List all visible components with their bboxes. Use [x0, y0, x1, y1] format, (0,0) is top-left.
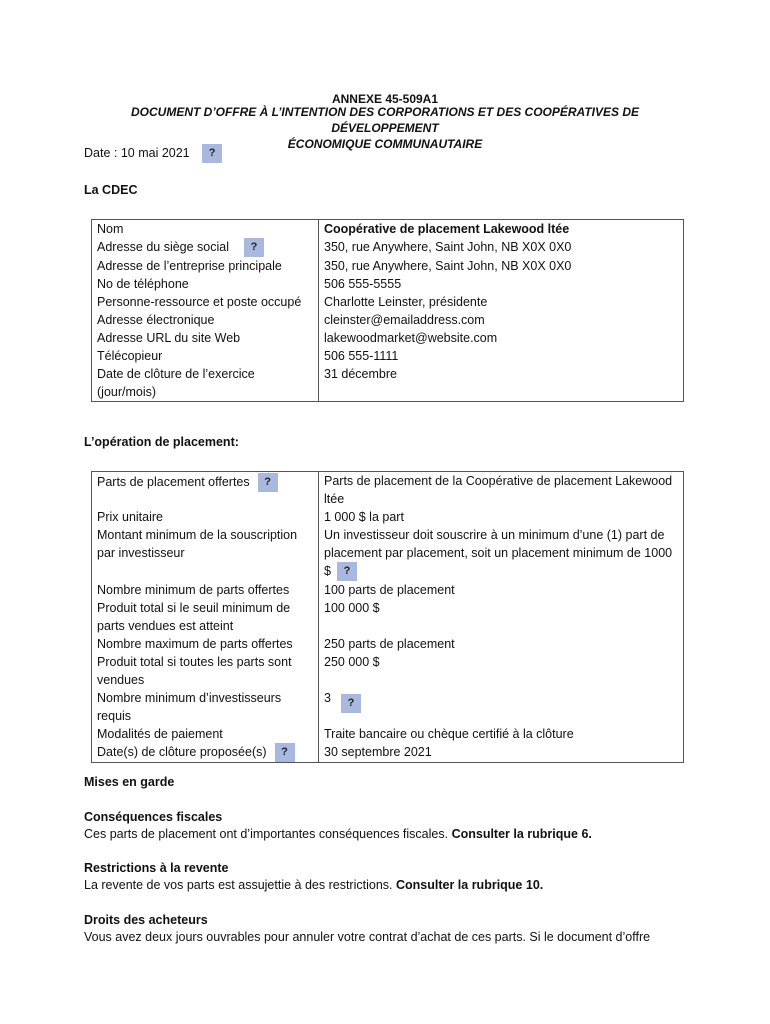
- table-row: [92, 365, 684, 402]
- section-resale: [84, 860, 704, 894]
- op-value-max-units: 250 parts de placement: [319, 635, 684, 653]
- cdec-value-contact: Charlotte Leinster, présidente: [319, 293, 684, 311]
- annex-number: ANNEXE 45-509A1: [331, 92, 439, 106]
- head-office-help-button[interactable]: ?: [244, 238, 264, 257]
- op-value-min-proceeds: 100 000 $: [319, 599, 684, 635]
- min-subscription-text: Un investisseur doit souscrire à un minimum d’une (1) part de placement par placement, soit un placement minimum de 1000 $: [324, 528, 673, 578]
- table-row: [92, 347, 684, 365]
- cdec-value-website: lakewoodmarket@website.com: [319, 329, 684, 347]
- section-tax-title: Conséquences fiscales: [84, 810, 223, 824]
- closing-date-label: Date(s) de clôture proposée(s): [97, 745, 267, 760]
- cdec-value-fax: 506 555-1111: [319, 347, 684, 365]
- table-row: [92, 238, 684, 257]
- warnings-title: Mises en garde: [84, 775, 175, 789]
- op-value-price: 1 000 $ la part: [319, 508, 684, 526]
- op-label-min-proceeds: Produit total si le seuil minimum de parts vendues est atteint: [92, 599, 319, 635]
- op-value-units: Parts de placement de la Coopérative de placement Lakewood ltée: [319, 472, 684, 509]
- document-title-line-1: DOCUMENT D’OFFRE À L’INTENTION DES CORPORATIONS ET DES COOPÉRATIVES DE DÉVELOPPEMENT: [130, 105, 640, 135]
- table-row: [92, 653, 684, 689]
- cdec-value-main-business: 350, rue Anywhere, Saint John, NB X0X 0X0: [319, 257, 684, 275]
- cdec-section-title: La CDEC: [84, 183, 138, 197]
- cdec-value-name: Coopérative de placement Lakewood ltée: [319, 220, 684, 239]
- section-tax-reference: Consulter la rubrique 6.: [451, 827, 592, 841]
- op-label-max-units: Nombre maximum de parts offertes: [92, 635, 319, 653]
- cdec-label-website: Adresse URL du site Web: [92, 329, 319, 347]
- table-row: [92, 311, 684, 329]
- cdec-label-main-business: Adresse de l’entreprise principale: [92, 257, 319, 275]
- op-value-max-proceeds: 250 000 $: [319, 653, 684, 689]
- section-tax-body: [84, 826, 704, 843]
- section-resale-body: [84, 877, 704, 894]
- table-row: [92, 581, 684, 599]
- section-rights-title: Droits des acheteurs: [84, 913, 208, 927]
- op-value-closing: 30 septembre 2021: [319, 743, 684, 763]
- op-value-min-subscription: [319, 526, 684, 581]
- op-label-max-proceeds: Produit total si toutes les parts sont vendues: [92, 653, 319, 689]
- cdec-label-head-office: [92, 238, 319, 257]
- op-label-min-subscription: Montant minimum de la souscription par investisseur: [92, 526, 319, 581]
- operation-section-title: L’opération de placement:: [84, 435, 239, 449]
- table-row: [92, 220, 684, 239]
- table-row: [92, 743, 684, 763]
- head-office-label: Adresse du siège social: [97, 240, 230, 254]
- section-resale-text: La revente de vos parts est assujettie à des restrictions.: [84, 878, 393, 892]
- op-label-min-investors: Nombre minimum d’investisseurs requis: [92, 689, 319, 725]
- min-investors-text: 3: [324, 691, 331, 706]
- cdec-label-name: Nom: [92, 220, 319, 239]
- op-label-closing: [92, 743, 319, 763]
- min-investors-help-button[interactable]: ?: [341, 694, 361, 713]
- section-resale-reference: Consulter la rubrique 10.: [395, 878, 544, 892]
- closing-date-help-button[interactable]: ?: [275, 743, 295, 762]
- date-line: [84, 144, 222, 163]
- section-rights: [84, 912, 704, 946]
- cdec-label-fiscal-year: Date de clôture de l’exercice (jour/mois): [92, 365, 319, 402]
- table-row: [92, 599, 684, 635]
- operation-table: [91, 471, 684, 763]
- op-label-payment: Modalités de paiement: [92, 725, 319, 743]
- date-label: Date : 10 mai 2021: [84, 145, 190, 160]
- op-value-min-investors: [319, 689, 684, 725]
- table-row: [92, 275, 684, 293]
- cdec-table: [91, 219, 684, 402]
- cdec-label-phone: No de téléphone: [92, 275, 319, 293]
- table-row: [92, 293, 684, 311]
- section-tax: [84, 809, 704, 843]
- section-resale-title: Restrictions à la revente: [84, 861, 229, 875]
- table-row: [92, 526, 684, 581]
- op-value-payment: Traite bancaire ou chèque certifié à la clôture: [319, 725, 684, 743]
- min-subscription-help-button[interactable]: ?: [337, 562, 357, 581]
- cdec-value-email: cleinster@emailaddress.com: [319, 311, 684, 329]
- units-offered-label: Parts de placement offertes: [97, 475, 250, 489]
- table-row: [92, 725, 684, 743]
- units-help-button[interactable]: ?: [258, 473, 278, 492]
- cdec-label-contact: Personne-ressource et poste occupé: [92, 293, 319, 311]
- table-row: [92, 635, 684, 653]
- table-row: [92, 689, 684, 725]
- section-rights-body: Vous avez deux jours ouvrables pour annuler votre contrat d’achat de ces parts. Si le document d’offre: [84, 930, 651, 944]
- table-row: [92, 508, 684, 526]
- section-tax-text: Ces parts de placement ont d’importantes conséquences fiscales.: [84, 827, 449, 841]
- date-help-button[interactable]: ?: [202, 144, 222, 163]
- cdec-value-fiscal-year: 31 décembre: [319, 365, 684, 402]
- op-label-price: Prix unitaire: [92, 508, 319, 526]
- cdec-label-fax: Télécopieur: [92, 347, 319, 365]
- cdec-label-email: Adresse électronique: [92, 311, 319, 329]
- op-value-min-units: 100 parts de placement: [319, 581, 684, 599]
- table-row: [92, 472, 684, 509]
- cdec-value-head-office: 350, rue Anywhere, Saint John, NB X0X 0X0: [319, 238, 684, 257]
- op-label-units: [92, 472, 319, 509]
- op-label-min-units: Nombre minimum de parts offertes: [92, 581, 319, 599]
- table-row: [92, 257, 684, 275]
- cdec-value-phone: 506 555-5555: [319, 275, 684, 293]
- table-row: [92, 329, 684, 347]
- document-title-line-2: ÉCONOMIQUE COMMUNAUTAIRE: [287, 137, 483, 151]
